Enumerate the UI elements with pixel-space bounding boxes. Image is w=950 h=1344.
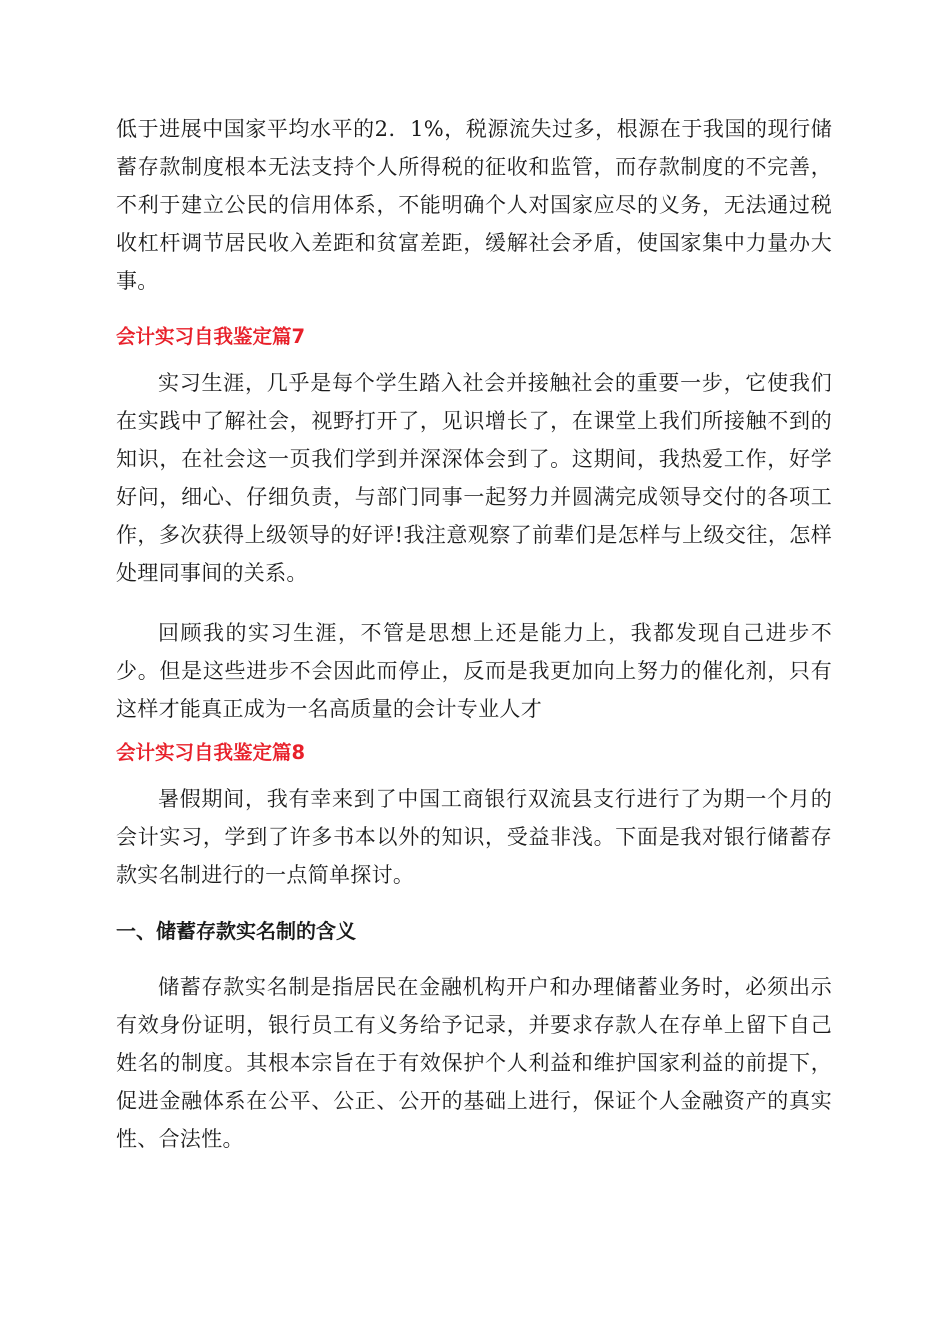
- section-8-heading: 会计实习自我鉴定篇8: [116, 741, 306, 764]
- section-8-paragraph-1: 暑假期间，我有幸来到了中国工商银行双流县支行进行了为期一个月的会计实习，学到了许多书本以外的知识，受益非浅。下面是我对银行储蓄存款实名制进行的一点简单探讨。: [116, 787, 832, 887]
- section-8-subheading: 一、储蓄存款实名制的含义: [116, 919, 356, 943]
- section-7-paragraph-2: 回顾我的实习生涯，不管是思想上还是能力上，我都发现自己进步不少。但是这些进步不会因此而停止，反而是我更加向上努力的催化剂，只有这样才能真正成为一名高质量的会计专业人才: [116, 621, 832, 721]
- intro-paragraph: 低于进展中国家平均水平的2．1%，税源流失过多，根源在于我国的现行储蓄存款制度根本无法支持个人所得税的征收和监管，而存款制度的不完善，不利于建立公民的信用体系，不能明确个人对国家应尽的义务，无法通过税收杠杆调节居民收入差距和贫富差距，缓解社会矛盾，使国家集中力量办大事。: [116, 117, 832, 293]
- section-7-heading: 会计实习自我鉴定篇7: [116, 325, 306, 348]
- section-7-paragraph-1: 实习生涯，几乎是每个学生踏入社会并接触社会的重要一步，它使我们在实践中了解社会，视野打开了，见识增长了，在课堂上我们所接触不到的知识，在社会这一页我们学到并深深体会到了。这期间，我热爱工作，好学好问，细心、仔细负责，与部门同事一起努力并圆满完成领导交付的各项工作，多次获得上级领导的好评!我注意观察了前辈们是怎样与上级交往，怎样处理同事间的关系。: [116, 371, 832, 585]
- section-8-sub-paragraph: 储蓄存款实名制是指居民在金融机构开户和办理储蓄业务时，必须出示有效身份证明，银行员工有义务给予记录，并要求存款人在存单上留下自己姓名的制度。其根本宗旨在于有效保护个人利益和维护国家利益的前提下，促进金融体系在公平、公正、公开的基础上进行，保证个人金融资产的真实性、合法性。: [116, 975, 832, 1151]
